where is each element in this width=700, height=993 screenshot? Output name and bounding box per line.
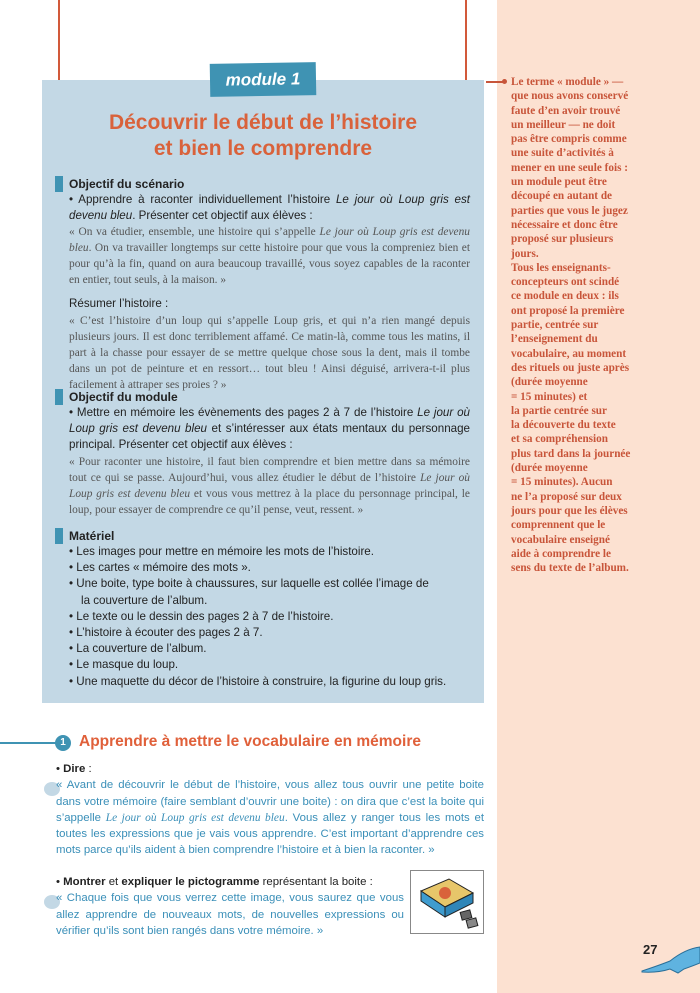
frame-line-left [58,0,60,80]
section-objectif-module [69,389,470,518]
bullet [69,192,470,224]
text: et vous vous mettrez à la place du personnage principal, le loup, pour essayer de comprendre ce qu’il pense, veut, ressent. » [69,487,470,516]
montrer-paragraph [56,874,404,939]
list-item: • Les images pour mettre en mémoire les mots de l’histoire. [69,545,374,558]
materiel-list [69,544,447,690]
heading: Matériel [69,528,439,544]
summary-label: Résumer l’histoire : [69,297,169,311]
book-title: Le jour où Loup gris est devenu bleu [105,811,285,824]
book-title: Le jour où Loup gris est devenu bleu [69,226,470,255]
text: « Avant de découvrir le début de l’histoire, vous allez tous ouvrir une petite boite dans votre mémoire (faire semblant d’ouvrir une boite) : on dira que c’est la boite qui s’appelle [56,779,484,824]
box-icon [411,871,483,933]
list-item: • Le masque du loup. [69,658,179,672]
text: « Pour raconter une histoire, il faut bien comprendre et bien mettre dans sa mémoire tout ce qui se passe. Aujourd’hui, vous allez étudier le début de l’histoire [69,455,470,484]
summary: « C’est l’histoire d’un loup qui s’appelle Loup gris, et qui n’a rien mangé depuis plusieurs jours. Il est donc terriblement affamé. Ce matin-là, comme tous les matins, il part à la chasse pour essayer de se mettre quelque chose sous la dent, mais il tombe dans un pot de peinture et en ressort… tout bleu ! Ainsi déguisé, arrivera-t-il plus facilement à attraper ses proies ? » [69,314,470,391]
montrer-quote: « Chaque fois que vous verrez cette image, vous saurez que vous allez apprendre de nouveaux mots, de nouvelles expressions ou vérifier qu’ils sont bien rangés dans votre mémoire. » [56,892,404,937]
list-item: • Les cartes « mémoire des mots ». [69,561,251,575]
text: • Apprendre à raconter individuellement l’histoire [69,193,336,206]
section-materiel [69,528,447,690]
text: et [105,876,122,888]
section-title: Apprendre à mettre le vocabulaire en mémoire [79,733,421,750]
title-line-2: et bien le comprendre [153,137,373,160]
text: et s’intéresser aux états mentaux du personnage principal. Présenter cet objectif aux élèves : [69,422,470,452]
text: . Présenter cet objectif aux élèves : [132,209,313,223]
heading: Objectif du module [69,389,470,405]
heading: Objectif du scénario [69,176,470,192]
wolf-illustration-icon [640,945,700,975]
quote [69,454,470,518]
book-title: Le jour où Loup gris est devenu bleu [69,193,470,223]
list-item: • Le texte ou le dessin des pages 2 à 7 de l’histoire. [69,609,334,623]
text: . Vous allez y ranger tous les mots et toutes les expressions que je vais vous apprendre. C’est important d’apprendre ces mots parce qu’ils aident à bien comprendre l’histoire et à bien la raconter. » [56,811,484,857]
text: . On va travailler longtemps sur cette histoire pour que vous la compreniez bien et pour qu’à la fin, quand on aura beaucoup travaillé, vous soyez capables de la raconter en entier, tout seuls, à la maison. » [69,242,470,287]
note-dot [502,79,507,84]
colon: : [85,763,92,775]
module-title [42,110,484,162]
text: • Mettre en mémoire les évènements des pages 2 à 7 de l’histoire [69,406,418,419]
text: Montrer [63,876,106,888]
list-item: • L’histoire à écouter des pages 2 à 7. [69,626,263,640]
frame-line-right [465,0,467,80]
dire-paragraph [56,761,484,859]
quote [69,224,470,288]
section-line [0,742,56,744]
module-tag: module 1 [210,62,317,97]
title-line-1: Découvrir le début de l’histoire [108,111,418,134]
bullet [69,405,470,454]
list-item: • Une boite, type boite à chaussures, sur laquelle est collée l’image de la couverture de l’album. [69,577,429,607]
text: expliquer le pictogramme [121,876,260,888]
text: « On va étudier, ensemble, une histoire qui s’appelle [69,226,320,239]
dire-label: • Dire : [56,763,92,775]
book-title: Le jour où Loup gris est devenu bleu [69,406,470,436]
dire-quote [56,777,484,858]
label: Dire [63,763,86,775]
list-item: • La couverture de l’album. [69,642,207,656]
side-note: Le terme « module » — que nous avons conservé faute d’en avoir trouvé un meilleur — ne doit pas être compris comme une suite d’activités à mener en une seule fois : un module peut être découpé en autant de parties que vous le jugez nécessaire et donc être proposé sur plusieurs jours. Tous les enseignants- concepteurs ont scindé ce module en deux : ils ont proposé la première partie, centrée sur l’enseignement du vocabulaire, au moment des rituels ou juste après (durée moyenne = 15 minutes) et la partie centrée sur la découverte du texte et sa compréhension plus tard dans la journée (durée moyenne = 15 minutes). Aucun ne l’a proposé sur deux jours pour que les élèves comprennent que le vocabulaire enseigné aide à comprendre le sens du texte de l’album. [511,76,631,575]
box-pictogram [410,870,484,934]
text: représentant la boite : [259,876,373,888]
section-number-badge: 1 [55,735,71,751]
montrer-label: • Montrer et expliquer le pictogramme représentant la boite : [56,876,373,888]
page-number: 27 [643,942,658,957]
book-title: Le jour où Loup gris est devenu bleu [69,471,470,500]
list-item: • Une maquette du décor de l’histoire à construire, la figurine du loup gris. [69,674,447,688]
section-objectif-scenario [69,176,470,393]
